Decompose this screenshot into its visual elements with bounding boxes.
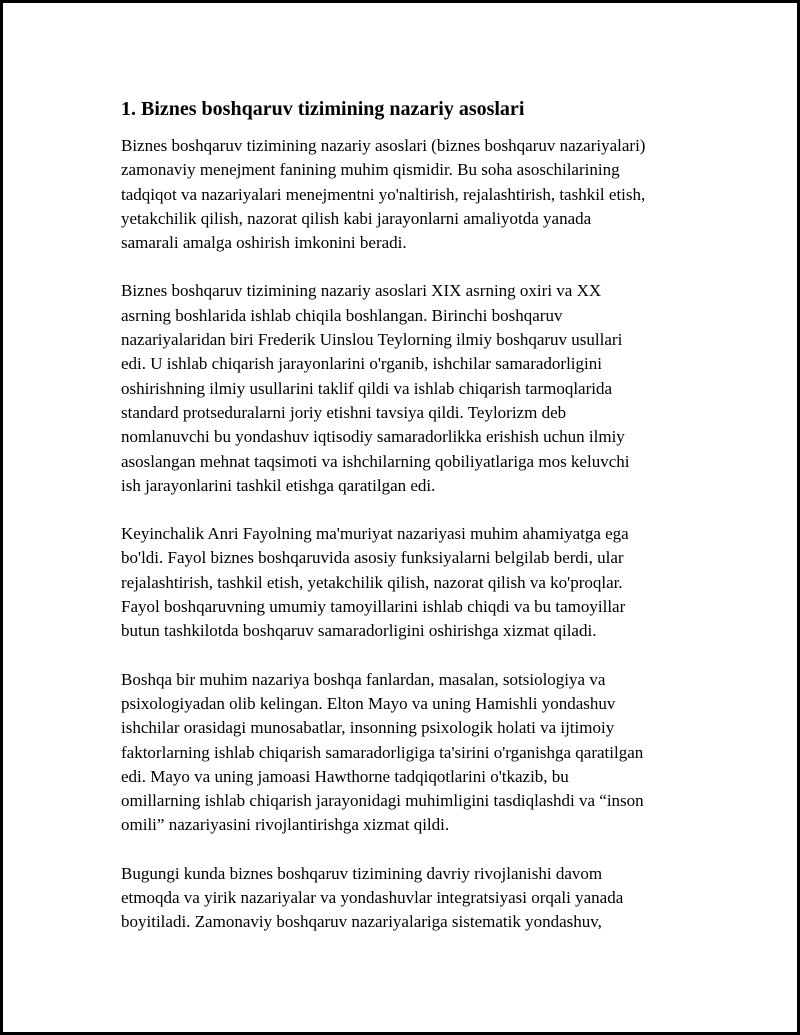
text-line: Fayol boshqaruvning umumiy tamoyillarini ishlab chiqdi va bu tamoyillar xyxy=(121,597,626,617)
text-line: oshirishning ilmiy usullarini taklif qildi va ishlab chiqarish tarmoqlarida xyxy=(121,378,613,398)
text-line: ishchilar orasidagi munosabatlar, insonning psixologik holati va ijtimoiy xyxy=(121,718,615,738)
text-line: nazariyalaridan biri Frederik Uinslou Teylorning ilmiy boshqaruv usullari xyxy=(121,330,623,350)
text-line: standard protseduralarni joriy etishni tavsiya qildi. Teylorizm deb xyxy=(121,402,567,422)
text-line: rejalashtirish, tashkil etish, yetakchilik qilish, nazorat qilish va ko'proqlar. xyxy=(121,572,623,592)
text-line: asoslangan mehnat taqsimoti va ishchilarning qobiliyatlariga mos keluvchi xyxy=(121,451,630,471)
text-line: bo'ldi. Fayol biznes boshqaruvida asosiy funksiyalarni belgilab berdi, ular xyxy=(121,548,624,568)
text-line: zamonaviy menejment fanining muhim qismidir. Bu soha asoschilarining xyxy=(121,160,620,180)
text-line: ish jarayonlarini tashkil etishga qaratilgan edi. xyxy=(121,475,436,495)
text-line: psixologiyadan olib kelingan. Elton Mayo va uning Hamishli yondashuv xyxy=(121,693,616,713)
text-line: samarali amalga oshirish imkonini beradi. xyxy=(121,233,407,253)
text-line: faktorlarning ishlab chiqarish samaradorligiga ta'sirini o'rganishga qaratilgan xyxy=(121,742,644,762)
text-line: asrning boshlarida ishlab chiqila boshlangan. Birinchi boshqaruv xyxy=(121,305,563,325)
text-line: omili” nazariyasini rivojlantirishga xizmat qildi. xyxy=(121,815,450,835)
text-line: Biznes boshqaruv tizimining nazariy asoslari XIX asrning oxiri va XX xyxy=(121,281,602,301)
text-line: Bugungi kunda biznes boshqaruv tizimining davriy rivojlanishi davom xyxy=(121,863,603,883)
text-line: edi. U ishlab chiqarish jarayonlarini o'rganib, ishchilar samaradorligini xyxy=(121,354,602,374)
paragraph-4 xyxy=(121,668,701,838)
document-title: 1. Biznes boshqaruv tizimining nazariy asoslari xyxy=(121,98,525,120)
text-line: yetakchilik qilish, nazorat qilish kabi jarayonlarni amaliyotda yanada xyxy=(121,208,592,228)
text-line: edi. Mayo va uning jamoasi Hawthorne tadqiqotlarini o'tkazib, bu xyxy=(121,766,569,786)
text-line: Biznes boshqaruv tizimining nazariy asoslari (biznes boshqaruv nazariyalari) xyxy=(121,136,646,155)
text-line: boyitiladi. Zamonaviy boshqaruv nazariyalariga sistematik yondashuv, xyxy=(121,912,602,932)
paragraph-3 xyxy=(121,522,701,643)
text-line: Boshqa bir muhim nazariya boshqa fanlardan, masalan, sotsiologiya va xyxy=(121,669,606,689)
text-line: Keyinchalik Anri Fayolning ma'muriyat nazariyasi muhim ahamiyatga ega xyxy=(121,524,629,544)
paragraph-5 xyxy=(121,862,701,935)
text-line: omillarning ishlab chiqarish jarayonidagi muhimligini tasdiqlashdi va “inson xyxy=(121,791,644,811)
document-body xyxy=(121,97,701,959)
text-line: tadqiqot va nazariyalari menejmentni yo'naltirish, rejalashtirish, tashkil etish, xyxy=(121,184,646,204)
text-line: nomlanuvchi bu yondashuv iqtisodiy samaradorlikka erishish uchun ilmiy xyxy=(121,427,625,447)
paragraph-2 xyxy=(121,279,701,498)
text-line: butun tashkilotda boshqaruv samaradorligini oshirishga xizmat qiladi. xyxy=(121,621,597,641)
text-line: etmoqda va yirik nazariyalar va yondashuvlar integratsiyasi orqali yanada xyxy=(121,888,624,908)
paragraph-1 xyxy=(121,134,701,255)
